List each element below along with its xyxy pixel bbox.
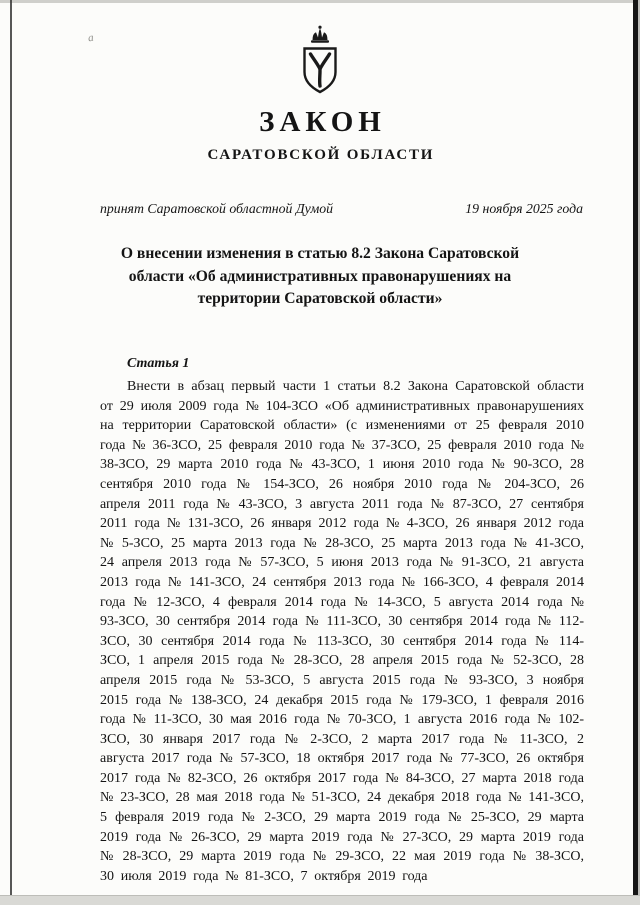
adoption-row	[100, 201, 583, 217]
saratov-coat-of-arms-icon	[296, 24, 344, 98]
adoption-date: 19 ноября 2025 года	[465, 201, 583, 216]
article-1-heading: Статья 1	[127, 356, 190, 371]
document-type-heading: ЗАКОН	[259, 106, 386, 138]
scan-pen-mark: а	[87, 31, 95, 45]
adopted-by-text: принят Саратовской областной Думой	[100, 201, 334, 216]
scan-edge-top	[0, 0, 640, 3]
law-title: О внесении изменения в статью 8.2 Закона Саратовской области «Об административных правонарушениях на территории Саратовской области»	[120, 245, 520, 308]
document-region-heading: САРАТОВСКОЙ ОБЛАСТИ	[207, 147, 435, 163]
coat-of-arms-svg	[296, 24, 344, 98]
scan-edge-bottom	[0, 895, 640, 905]
article-1-body: Внести в абзац первый части 1 статьи 8.2 Закона Саратовской области от 29 июля 2009 года № 104-ЗСО «Об административных правонарушениях на территории Саратовской области» (с изменениями от 25 февраля 2010 года № 36-ЗСО, 25 февраля 2010 года № 37-ЗСО, 25 февраля 2010 года № 38-ЗСО, 29 марта 2010 года № 43-ЗСО, 1 июня 2010 года № 90-ЗСО, 28 сентября 2010 года № 154-ЗСО, 26 ноября 2010 года № 204-ЗСО, 26 апреля 2011 года № 43-ЗСО, 3 августа 2011 года № 87-ЗСО, 27 сентября 2011 года № 131-ЗСО, 26 января 2012 года № 4-ЗСО, 26 января 2012 года № 5-ЗСО, 25 марта 2013 года № 28-ЗСО, 25 марта 2013 года № 41-ЗСО, 24 апреля 2013 года № 57-ЗСО, 5 июня 2013 года № 91-ЗСО, 21 августа 2013 года № 141-ЗСО, 24 сентября 2013 года № 166-ЗСО, 4 февраля 2014 года № 12-ЗСО, 4 февраля 2014 года № 14-ЗСО, 5 августа 2014 года № 93-ЗСО, 30 сентября 2014 года № 111-ЗСО, 30 сентября 2014 года № 112-ЗСО, 30 сентября 2014 года № 113-ЗСО, 30 сентября 2014 года № 114-ЗСО, 1 апреля 2015 года № 28-ЗСО, 28 апреля 2015 года № 52-ЗСО, 28 апреля 2015 года № 53-ЗСО, 5 августа 2015 года № 93-ЗСО, 3 ноября 2015 года № 138-ЗСО, 24 декабря 2015 года № 179-ЗСО, 1 февраля 2016 года № 11-ЗСО, 30 мая 2016 года № 70-ЗСО, 1 августа 2016 года № 102-ЗСО, 30 января 2017 года № 2-ЗСО, 2 марта 2017 года № 11-ЗСО, 2 августа 2017 года № 57-ЗСО, 18 октября 2017 года № 77-ЗСО, 26 октября 2017 года № 82-ЗСО, 26 октября 2017 года № 84-ЗСО, 27 марта 2018 года № 23-ЗСО, 28 мая 2018 года № 51-ЗСО, 24 декабря 2018 года № 141-ЗСО, 5 февраля 2019 года № 2-ЗСО, 29 марта 2019 года № 25-ЗСО, 29 марта 2019 года № 26-ЗСО, 29 марта 2019 года № 27-ЗСО, 29 марта 2019 года № 28-ЗСО, 29 марта 2019 года № 29-ЗСО, 22 мая 2019 года № 38-ЗСО, 30 июля 2019 года № 81-ЗСО, 7 октября 2019 года	[100, 379, 584, 884]
